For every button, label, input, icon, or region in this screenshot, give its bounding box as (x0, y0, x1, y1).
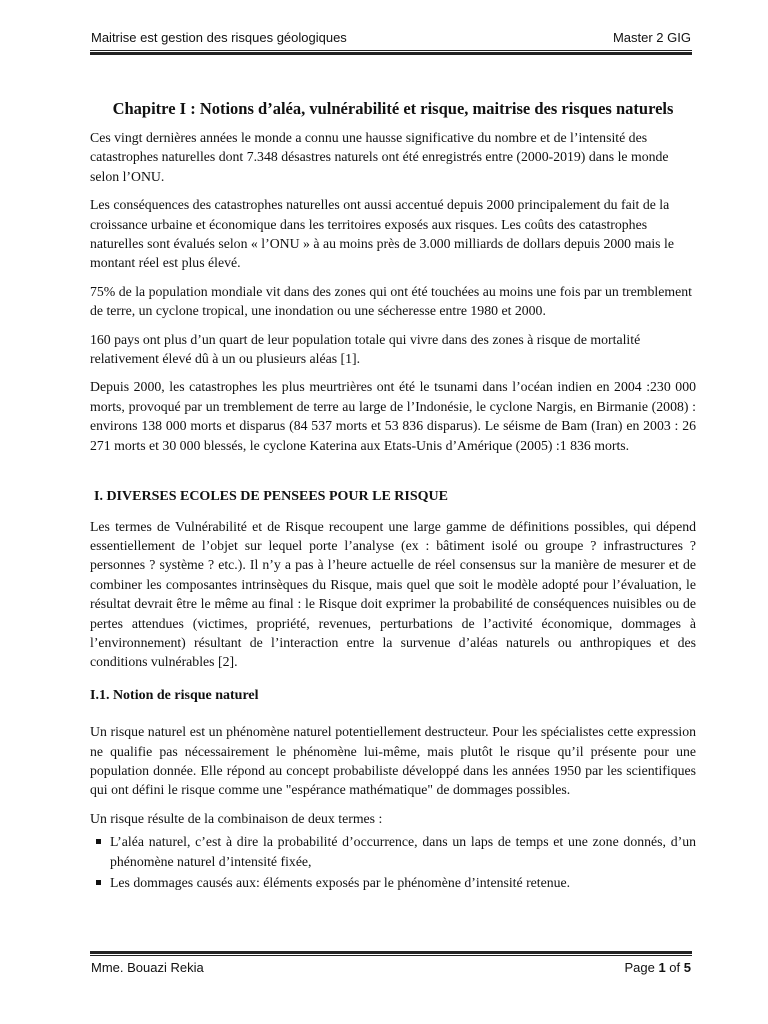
page-total: 5 (683, 960, 691, 975)
subsection-paragraph: Un risque naturel est un phénomène naturel potentiellement destructeur. Pour les spécialistes cette expression ne qualifie pas nécessairement le phénomène lui-même, mais plutôt le risque qu’il présente pour une population donnée. Elle répond au concept probabiliste développé dans les années 1950 par les scientifiques qui ont défini le risque comme une "espérance mathématique" de dommages possibles. (90, 724, 696, 798)
section-heading: I. DIVERSES ECOLES DE PENSEES POUR LE RISQUE (94, 489, 448, 505)
header-program: Master 2 GIG (612, 30, 691, 45)
risk-terms-list (90, 832, 696, 892)
footer-divider (90, 951, 692, 956)
section-paragraph: Les termes de Vulnérabilité et de Risque recoupent une large gamme de définitions possibles, qui dépend essentiellement de l’objet sur lequel porte l’analyse (ex : bâtiment isolé ou groupe ? infrastructures ? personnes ? système ? etc.). Il n’y a pas à l’heure actuelle de réel consensus sur la manière de mesurer et de combiner les composantes intrinsèques du Risque, mais quel que soit le modèle adopté pour l’évaluation, le résultat devrait être le même au final : le Risque doit exprimer la probabilité de conséquences nuisibles ou de pertes attendues (victimes, propriété, revenues, perturbations de l’activité économique, dommages à l’environnement) résultant de l’interaction entre la survenue d’aléas naturels ou anthropiques et des conditions vulnérables [2]. (90, 518, 696, 670)
intro-paragraph-1: Ces vingt dernières années le monde a connu une hausse significative du nombre et de l’intensité des catastrophes naturelles dont 7.348 désastres naturels ont été enregistrés entre (2000-2019) dans le monde selon l’ONU. (90, 130, 669, 184)
intro-paragraph-3: 75% de la population mondiale vit dans des zones qui ont été touchées au moins une fois par un tremblement de terre, un cyclone tropical, une inondation ou une sécheresse entre 1980 et 2000. (90, 283, 692, 319)
list-item-text: Les dommages causés aux: éléments exposés par le phénomène d’intensité retenue. (110, 875, 571, 890)
bullet-square-icon (96, 839, 101, 844)
intro-paragraph-2: Les conséquences des catastrophes naturelles ont aussi accentué depuis 2000 principalement du fait de la croissance urbaine et économique dans les territoires exposés aux risques. Les coûts des catastrophes naturelles sont évalués selon « l’ONU » à au moins près de 3.000 milliards de dollars depuis 2000 mais le montant réel est plus élevé. (90, 197, 674, 271)
page-number (624, 960, 691, 975)
chapter-title: Chapitre I : Notions d’aléa, vulnérabilité et risque, maitrise des risques naturels (112, 99, 674, 118)
intro-paragraph-4: 160 pays ont plus d’un quart de leur population totale qui vivre dans des zones à risque de mortalité relativement élevé dû à un ou plusieurs aléas [1]. (90, 331, 641, 367)
header-course-title: Maitrise est gestion des risques géologiques (91, 30, 347, 45)
header-divider (90, 50, 692, 55)
intro-paragraph-5: Depuis 2000, les catastrophes les plus meurtrières ont été le tsunami dans l’océan indien en 2004 :230 000 morts, provoqué par un tremblement de terre au large de l’Indonésie, le cyclone Nargis, en Birmanie (2008) : environs 138 000 morts et disparus (84 537 morts et 53 836 disparus). Le séisme de Bam (Iran) en 2003 : 26 271 morts et 30 000 blessés, le cyclone Katerina aux Etats-Unis d’Amérique (2005) :1 836 morts. (90, 379, 696, 453)
bullet-square-icon (96, 880, 101, 885)
list-item (110, 832, 696, 871)
page-body (90, 98, 696, 894)
list-item (110, 873, 696, 892)
page-of: of (665, 960, 684, 975)
subsection-heading: I.1. Notion de risque naturel (90, 687, 259, 703)
page-footer (91, 960, 691, 975)
list-item-text: L’aléa naturel, c’est à dire la probabilité d’occurrence, dans un laps de temps et une zone donnés, d’un phénomène naturel d’intensité fixée, (110, 834, 696, 869)
footer-author: Mme. Bouazi Rekia (91, 960, 204, 975)
page-prefix: Page (624, 960, 659, 975)
page-current: 1 (658, 960, 666, 975)
subsection-lead: Un risque résulte de la combinaison de deux termes : (90, 810, 383, 826)
